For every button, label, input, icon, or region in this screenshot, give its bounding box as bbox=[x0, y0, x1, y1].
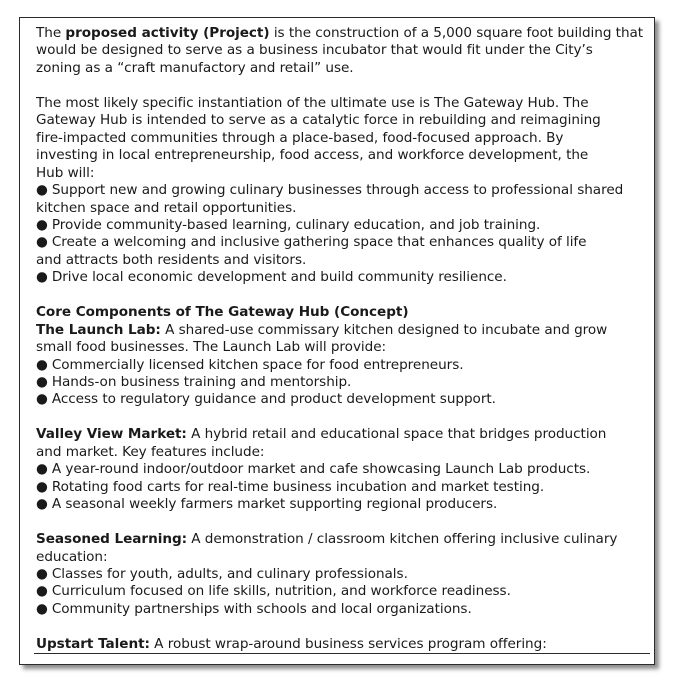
list-item: ● Curriculum focused on life skills, nutrition, and workforce readiness. bbox=[36, 583, 511, 600]
valley-view-section bbox=[36, 426, 646, 513]
intro-line-1: The proposed activity (Project) is the construction of a 5,000 square foot building that bbox=[36, 25, 644, 41]
valley-view-line-2: and market. Key features include: bbox=[36, 443, 265, 460]
list-item: ● Classes for youth, adults, and culinary professionals. bbox=[36, 565, 408, 582]
list-item: ● Create a welcoming and inclusive gathering space that enhances quality of life bbox=[36, 234, 587, 251]
valley-view-title: Valley View Market: bbox=[36, 426, 187, 443]
upstart-talent-section bbox=[36, 636, 646, 653]
list-item: ● Provide community-based learning, culinary education, and job training. bbox=[36, 216, 541, 233]
seasoned-learning-section bbox=[36, 531, 646, 618]
list-item: ● A seasonal weekly farmers market supporting regional producers. bbox=[36, 496, 498, 513]
bullet-icon: ● bbox=[36, 182, 48, 199]
document-page bbox=[19, 17, 655, 665]
bullet-icon: ● bbox=[36, 496, 48, 513]
list-item: ● Rotating food carts for real-time business incubation and market testing. bbox=[36, 478, 545, 495]
bullet-icon: ● bbox=[36, 600, 48, 617]
list-item-continuation: and attracts both residents and visitors. bbox=[36, 251, 307, 268]
list-item: ● Community partnerships with schools and local organizations. bbox=[36, 600, 472, 617]
upstart-line-1: Upstart Talent: A robust wrap-around business services program offering: bbox=[36, 635, 547, 652]
gateway-line: Hub will: bbox=[36, 164, 95, 181]
gateway-line: Gateway Hub is intended to serve as a catalytic force in rebuilding and reimagining bbox=[36, 112, 601, 129]
bullet-icon: ● bbox=[36, 583, 48, 600]
bullet-icon: ● bbox=[36, 391, 48, 408]
document-body bbox=[36, 25, 646, 665]
list-item: ● Commercially licensed kitchen space for food entrepreneurs. bbox=[36, 356, 464, 373]
list-item: ● Access to regulatory guidance and product development support. bbox=[36, 391, 496, 408]
seasoned-line-1: Seasoned Learning: A demonstration / classroom kitchen offering inclusive culinary bbox=[36, 531, 618, 548]
intro-paragraph bbox=[36, 25, 646, 77]
list-item-continuation: kitchen space and retail opportunities. bbox=[36, 199, 297, 216]
launch-lab-line-1: The Launch Lab: A shared-use commissary kitchen designed to incubate and grow bbox=[36, 321, 608, 338]
bullet-icon: ● bbox=[36, 565, 48, 582]
seasoned-learning-title: Seasoned Learning: bbox=[36, 531, 188, 548]
section-heading: Core Components of The Gateway Hub (Concept) bbox=[36, 304, 409, 321]
bullet-icon: ● bbox=[36, 461, 48, 478]
seasoned-line-2: education: bbox=[36, 548, 108, 565]
bullet-icon: ● bbox=[36, 269, 48, 286]
list-item: ● Support new and growing culinary businesses through access to professional shared bbox=[36, 182, 624, 199]
bullet-icon: ● bbox=[36, 374, 48, 391]
gateway-line: investing in local entrepreneurship, food access, and workforce development, the bbox=[36, 147, 589, 164]
gateway-line: The most likely specific instantiation of the ultimate use is The Gateway Hub. The bbox=[36, 94, 589, 111]
bullet-icon: ● bbox=[36, 356, 48, 373]
intro-line-2: would be designed to serve as a business incubator that would fit under the City’s bbox=[36, 42, 593, 59]
launch-lab-line-2: small food businesses. The Launch Lab will provide: bbox=[36, 339, 387, 356]
upstart-talent-title: Upstart Talent: bbox=[36, 635, 150, 652]
intro-line-3: zoning as a “craft manufactory and retail” use. bbox=[36, 59, 354, 76]
gateway-line: fire-impacted communities through a place-based, food-focused approach. By bbox=[36, 129, 564, 146]
bullet-icon: ● bbox=[36, 478, 48, 495]
gateway-paragraph bbox=[36, 95, 646, 287]
bullet-icon: ● bbox=[36, 216, 48, 233]
bullet-icon: ● bbox=[36, 234, 48, 251]
list-item: ● A year-round indoor/outdoor market and cafe showcasing Launch Lab products. bbox=[36, 461, 591, 478]
list-item: ● Hands-on business training and mentorship. bbox=[36, 374, 352, 391]
launch-lab-title: The Launch Lab: bbox=[36, 321, 161, 338]
list-item: ● Drive local economic development and build community resilience. bbox=[36, 269, 507, 286]
proposed-activity-term: proposed activity (Project) bbox=[65, 25, 270, 41]
bottom-divider bbox=[34, 653, 650, 654]
valley-view-line-1: Valley View Market: A hybrid retail and educational space that bridges production bbox=[36, 426, 607, 443]
core-components-section bbox=[36, 304, 646, 409]
